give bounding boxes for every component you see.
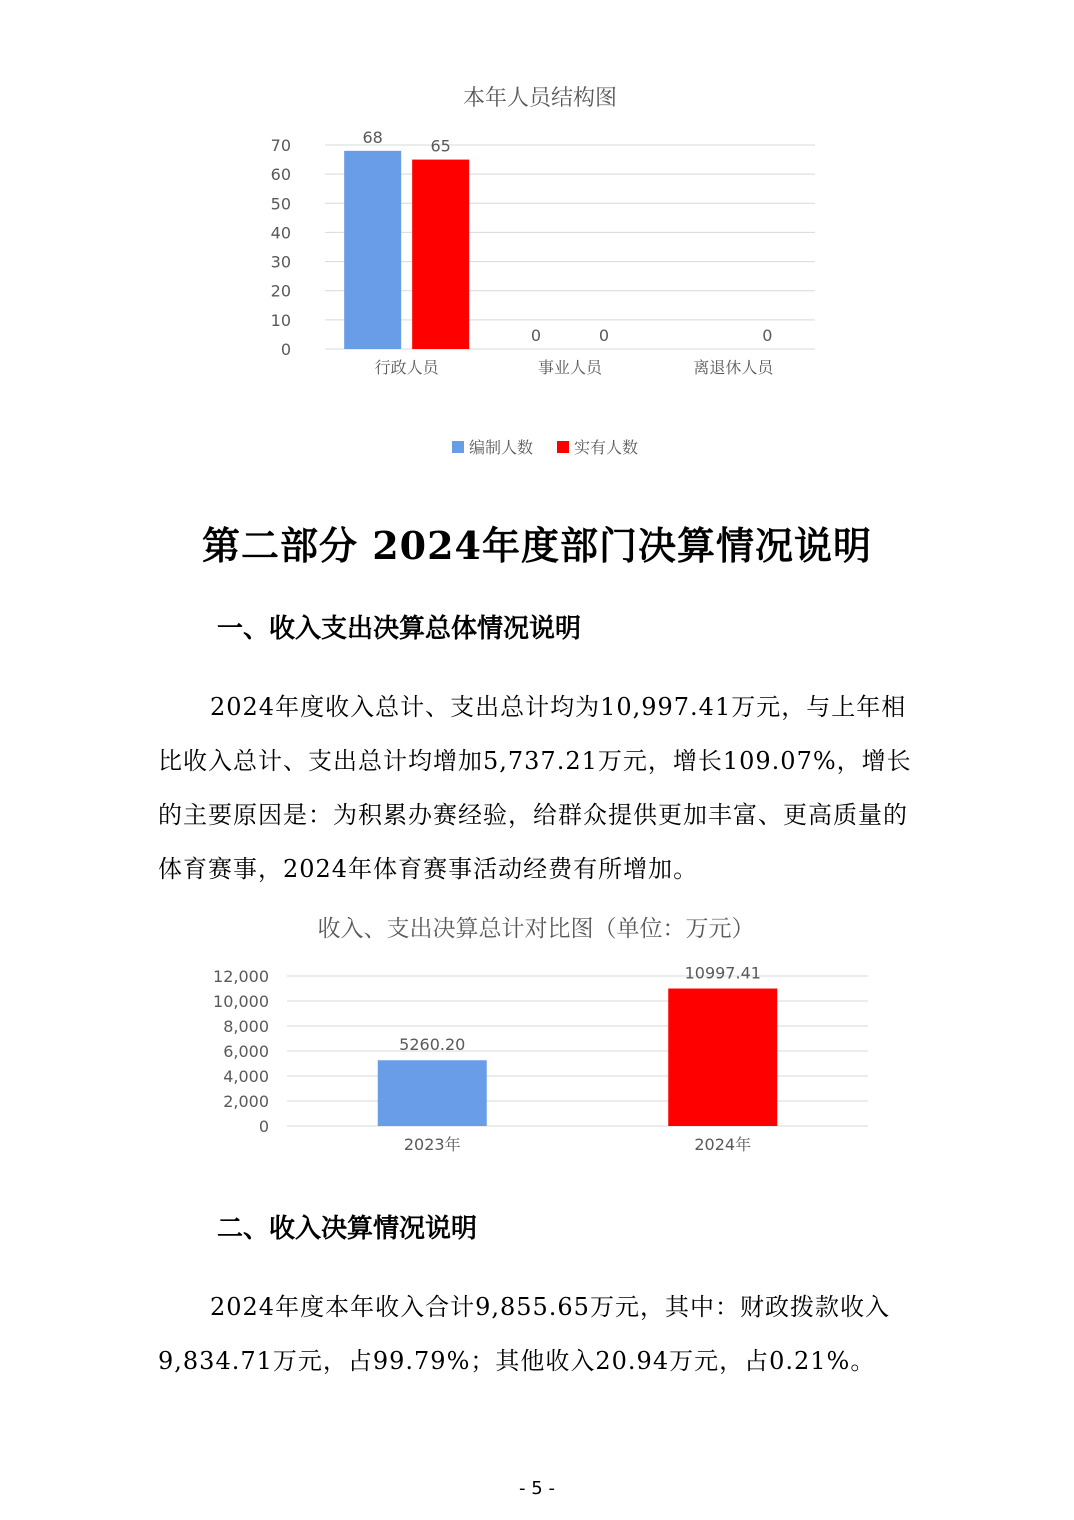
legend-swatch: [557, 441, 569, 453]
income-expense-comparison-chart: [190, 905, 890, 1165]
legend-label: 实有人数: [574, 438, 639, 457]
y-tick-label: 2,000: [223, 1092, 269, 1111]
y-tick-label: 50: [270, 194, 291, 214]
y-tick-label: 20: [270, 281, 291, 301]
y-tick-label: 10,000: [213, 992, 269, 1011]
section-two-heading: 二、收入决算情况说明: [217, 1214, 478, 1244]
x-category-label: 事业人员: [537, 358, 603, 377]
x-category-label: 2023年: [403, 1135, 461, 1154]
section-one-paragraph: 2024年度收入总计、支出总计均为10,997.41万元，与上年相比收入总计、支出总计均增加5,737.21万元，增长109.07%，增长的主要原因是：为积累办赛经验，给群众提供更加丰富、更高质量的体育赛事，2024年体育赛事活动经费有所增加。: [158, 693, 912, 883]
part-two-title: 第二部分 2024年度部门决算情况说明: [202, 523, 872, 568]
data-label: 65: [430, 136, 451, 156]
data-label: 10997.41: [684, 963, 761, 983]
data-label: 5260.20: [399, 1035, 466, 1055]
y-tick-label: 10: [270, 310, 291, 330]
x-category-label: 离退休人员: [693, 358, 774, 377]
bar: [378, 1060, 487, 1126]
data-label: 68: [362, 127, 383, 147]
bar: [412, 160, 469, 349]
data-label: 0: [762, 326, 773, 345]
data-label: 0: [530, 326, 542, 345]
data-label: 0: [598, 326, 610, 345]
chart-title: 收入、支出决算总计对比图（单位：万元）: [317, 916, 755, 942]
x-category-label: 行政人员: [374, 358, 439, 377]
legend-label: 编制人数: [469, 438, 534, 457]
section-two-paragraph: 2024年度本年收入合计9,855.65万元，其中：财政拨款收入9,834.71万元，占99.79%；其他收入20.94万元，占0.21%。: [158, 1293, 890, 1375]
staff-structure-chart: [240, 75, 840, 465]
y-tick-label: 0: [280, 340, 291, 359]
y-tick-label: 6,000: [223, 1042, 269, 1061]
y-tick-label: 8,000: [223, 1017, 269, 1036]
x-category-label: 2024年: [694, 1135, 752, 1154]
income-expense-comparison-chart-svg: [190, 905, 890, 1165]
section-one-heading: 一、收入支出决算总体情况说明: [217, 614, 582, 644]
y-tick-label: 0: [258, 1117, 269, 1136]
legend-swatch: [452, 441, 464, 453]
bar: [344, 151, 401, 349]
chart-title: 本年人员结构图: [462, 86, 618, 111]
y-tick-label: 70: [270, 136, 291, 155]
y-tick-label: 4,000: [223, 1067, 269, 1086]
staff-structure-chart-svg: [240, 75, 840, 465]
y-tick-label: 30: [270, 252, 291, 272]
y-tick-label: 40: [270, 223, 291, 243]
page-number: - 5 -: [519, 1478, 555, 1499]
y-tick-label: 60: [270, 165, 291, 185]
bar: [668, 989, 777, 1126]
y-tick-label: 12,000: [213, 967, 269, 986]
